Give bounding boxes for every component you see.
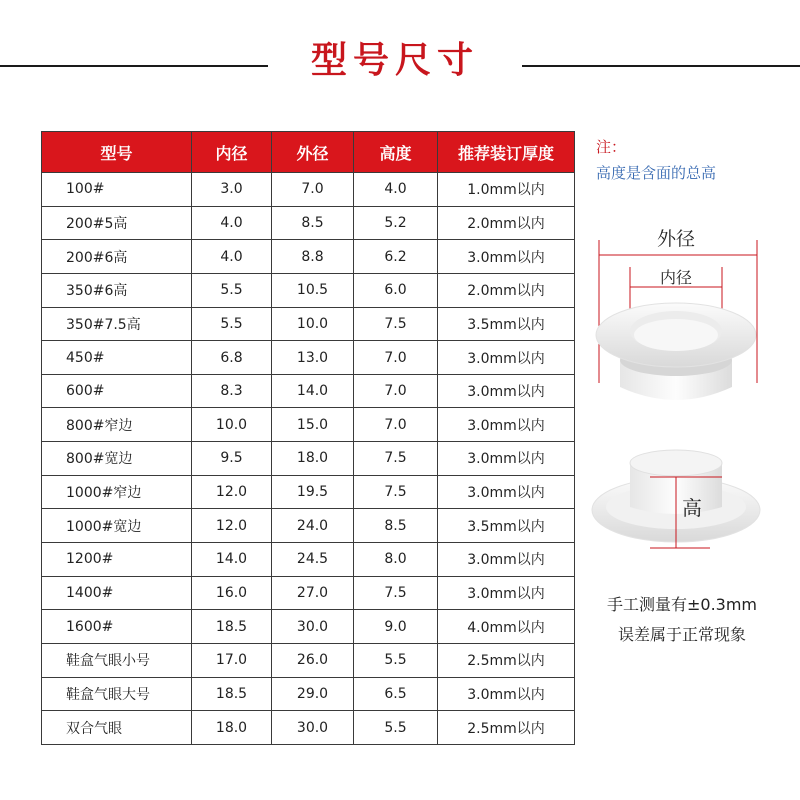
cell-inner-diameter: 16.0 (192, 576, 272, 610)
cell-thickness: 4.0mm以内 (438, 610, 575, 644)
cell-height: 7.5 (354, 442, 438, 476)
header-outer-diameter: 外径 (272, 132, 354, 173)
cell-outer-diameter: 27.0 (272, 576, 354, 610)
cell-height: 7.0 (354, 408, 438, 442)
cell-outer-diameter: 8.8 (272, 240, 354, 274)
cell-thickness: 3.5mm以内 (438, 509, 575, 543)
cell-outer-diameter: 24.5 (272, 543, 354, 577)
cell-thickness: 3.0mm以内 (438, 677, 575, 711)
cell-outer-diameter: 8.5 (272, 206, 354, 240)
cell-inner-diameter: 18.0 (192, 711, 272, 745)
table-body (42, 173, 575, 745)
eyelet-diagram (590, 215, 790, 555)
cell-outer-diameter: 7.0 (272, 173, 354, 207)
cell-outer-diameter: 29.0 (272, 677, 354, 711)
cell-inner-diameter: 17.0 (192, 643, 272, 677)
spec-table (41, 131, 575, 745)
cell-inner-diameter: 4.0 (192, 206, 272, 240)
cell-thickness: 3.0mm以内 (438, 374, 575, 408)
cell-inner-diameter: 12.0 (192, 475, 272, 509)
cell-height: 6.0 (354, 273, 438, 307)
table-row (42, 341, 575, 375)
cell-height: 7.5 (354, 576, 438, 610)
cell-model: 双合气眼 (42, 711, 192, 745)
cell-height: 8.5 (354, 509, 438, 543)
title-divider-left (0, 65, 268, 67)
cell-inner-diameter: 18.5 (192, 610, 272, 644)
header-thickness: 推荐装订厚度 (438, 132, 575, 173)
cell-thickness: 1.0mm以内 (438, 173, 575, 207)
cell-height: 5.5 (354, 711, 438, 745)
cell-height: 7.0 (354, 374, 438, 408)
cell-thickness: 3.0mm以内 (438, 576, 575, 610)
cell-inner-diameter: 18.5 (192, 677, 272, 711)
outer-diameter-label: 外径 (656, 228, 696, 250)
cell-inner-diameter: 9.5 (192, 442, 272, 476)
cell-thickness: 3.0mm以内 (438, 475, 575, 509)
table-row (42, 475, 575, 509)
cell-inner-diameter: 10.0 (192, 408, 272, 442)
cell-inner-diameter: 14.0 (192, 543, 272, 577)
cell-outer-diameter: 14.0 (272, 374, 354, 408)
cell-model: 600# (42, 374, 192, 408)
eyelet-top-view (596, 303, 756, 400)
cell-model: 1000#宽边 (42, 509, 192, 543)
inner-diameter-label: 内径 (659, 268, 693, 287)
cell-inner-diameter: 5.5 (192, 273, 272, 307)
cell-height: 5.5 (354, 643, 438, 677)
cell-height: 4.0 (354, 173, 438, 207)
cell-outer-diameter: 10.0 (272, 307, 354, 341)
cell-height: 7.0 (354, 341, 438, 375)
cell-thickness: 3.0mm以内 (438, 543, 575, 577)
cell-height: 6.2 (354, 240, 438, 274)
table-row (42, 240, 575, 274)
table-row (42, 442, 575, 476)
header-inner-diameter: 内径 (192, 132, 272, 173)
cell-outer-diameter: 10.5 (272, 273, 354, 307)
cell-outer-diameter: 19.5 (272, 475, 354, 509)
cell-outer-diameter: 13.0 (272, 341, 354, 375)
cell-model: 100# (42, 173, 192, 207)
cell-model: 450# (42, 341, 192, 375)
table-row (42, 543, 575, 577)
cell-thickness: 3.5mm以内 (438, 307, 575, 341)
cell-model: 350#7.5高 (42, 307, 192, 341)
cell-thickness: 3.0mm以内 (438, 240, 575, 274)
table-header-row (42, 132, 575, 173)
table-row (42, 307, 575, 341)
cell-inner-diameter: 3.0 (192, 173, 272, 207)
cell-thickness: 2.0mm以内 (438, 273, 575, 307)
cell-outer-diameter: 30.0 (272, 610, 354, 644)
header-model: 型号 (42, 132, 192, 173)
cell-height: 7.5 (354, 475, 438, 509)
cell-thickness: 2.5mm以内 (438, 643, 575, 677)
table-row (42, 576, 575, 610)
cell-model: 1000#窄边 (42, 475, 192, 509)
table-row (42, 173, 575, 207)
table-row (42, 610, 575, 644)
cell-outer-diameter: 24.0 (272, 509, 354, 543)
cell-inner-diameter: 4.0 (192, 240, 272, 274)
cell-inner-diameter: 5.5 (192, 307, 272, 341)
table-row (42, 273, 575, 307)
table-row (42, 711, 575, 745)
cell-height: 7.5 (354, 307, 438, 341)
cell-model: 200#5高 (42, 206, 192, 240)
table-row (42, 374, 575, 408)
cell-height: 5.2 (354, 206, 438, 240)
cell-thickness: 3.0mm以内 (438, 408, 575, 442)
cell-model: 800#窄边 (42, 408, 192, 442)
cell-thickness: 2.5mm以内 (438, 711, 575, 745)
cell-outer-diameter: 30.0 (272, 711, 354, 745)
cell-model: 1600# (42, 610, 192, 644)
height-label: 高 (682, 496, 702, 520)
cell-height: 9.0 (354, 610, 438, 644)
table-row (42, 206, 575, 240)
cell-thickness: 2.0mm以内 (438, 206, 575, 240)
cell-inner-diameter: 8.3 (192, 374, 272, 408)
cell-inner-diameter: 6.8 (192, 341, 272, 375)
note-text: 高度是含面的总高 (596, 164, 717, 182)
cell-thickness: 3.0mm以内 (438, 341, 575, 375)
cell-outer-diameter: 18.0 (272, 442, 354, 476)
measurement-tolerance-note: 手工测量有±0.3mm (606, 595, 758, 614)
cell-outer-diameter: 15.0 (272, 408, 354, 442)
cell-model: 1200# (42, 543, 192, 577)
cell-model: 800#宽边 (42, 442, 192, 476)
table-row (42, 509, 575, 543)
cell-outer-diameter: 26.0 (272, 643, 354, 677)
cell-height: 6.5 (354, 677, 438, 711)
header-height: 高度 (354, 132, 438, 173)
table-row (42, 643, 575, 677)
cell-inner-diameter: 12.0 (192, 509, 272, 543)
cell-model: 1400# (42, 576, 192, 610)
cell-model: 鞋盒气眼小号 (42, 643, 192, 677)
cell-thickness: 3.0mm以内 (438, 442, 575, 476)
table-row (42, 677, 575, 711)
title-divider-right (522, 65, 800, 67)
cell-height: 8.0 (354, 543, 438, 577)
table-row (42, 408, 575, 442)
cell-model: 鞋盒气眼大号 (42, 677, 192, 711)
tolerance-explanation-note: 误差属于正常现象 (617, 625, 746, 644)
page-title: 型号尺寸 (310, 40, 479, 81)
cell-model: 350#6高 (42, 273, 192, 307)
note-label: 注： (596, 138, 627, 156)
cell-model: 200#6高 (42, 240, 192, 274)
